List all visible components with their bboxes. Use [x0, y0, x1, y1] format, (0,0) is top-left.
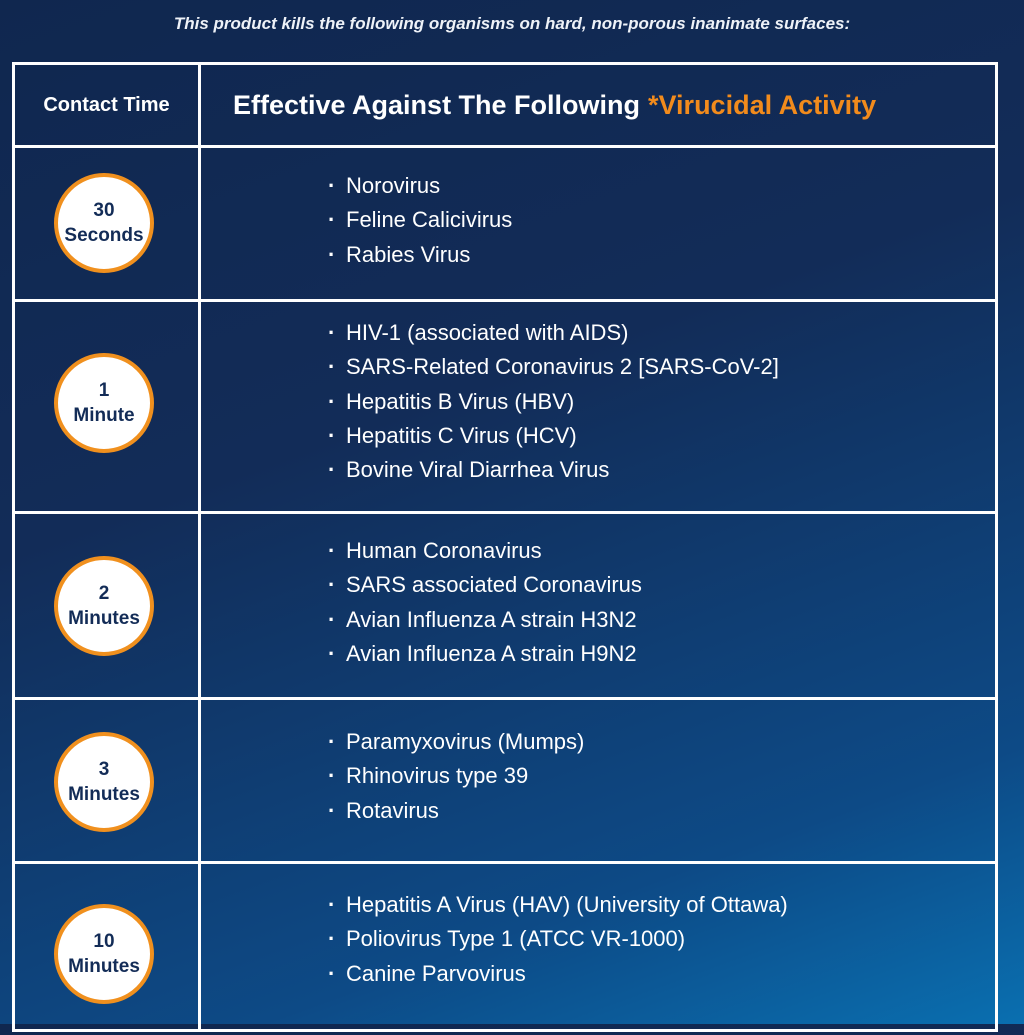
organism-item: · Rabies Virus [328, 238, 512, 272]
table-row [15, 514, 995, 697]
organism-item: · Norovirus [328, 169, 512, 203]
contact-time-badge [54, 556, 154, 656]
virucidal-activity-label: *Virucidal Activity [648, 89, 877, 120]
organism-item: · Avian Influenza A strain H3N2 [328, 603, 642, 637]
contact-time-badge [54, 904, 154, 1004]
contact-time-unit: Minutes [68, 784, 140, 805]
organism-item: · Hepatitis A Virus (HAV) (University of Ottawa) [328, 888, 788, 922]
organism-item: · Feline Calicivirus [328, 203, 512, 237]
organism-item: · SARS associated Coronavirus [328, 568, 642, 602]
organism-item: · Canine Parvovirus [328, 957, 788, 991]
organism-item: · Paramyxovirus (Mumps) [328, 725, 584, 759]
contact-time-badge [54, 732, 154, 832]
organism-item: · Rotavirus [328, 794, 584, 828]
contact-time-value: 30 [93, 200, 115, 221]
contact-time-value: 10 [93, 931, 115, 952]
organism-item: · Bovine Viral Diarrhea Virus [328, 453, 779, 487]
page-headline: This product kills the following organisms on hard, non-porous inanimate surfaces: [173, 14, 851, 33]
table-row [15, 302, 995, 511]
contact-time-value: 3 [98, 759, 110, 780]
organism-item: · HIV-1 (associated with AIDS) [328, 316, 779, 350]
table-row [15, 864, 995, 1035]
organism-list [328, 725, 584, 828]
organism-list [328, 888, 788, 991]
organism-item: · Avian Influenza A strain H9N2 [328, 637, 642, 671]
organism-list [328, 316, 779, 487]
organism-list [328, 169, 512, 272]
organism-item: · SARS-Related Coronavirus 2 [SARS-CoV-2] [328, 350, 779, 384]
effective-against-label: Effective Against The Following [233, 89, 641, 120]
organism-item: · Hepatitis C Virus (HCV) [328, 419, 779, 453]
contact-time-badge [54, 353, 154, 453]
organism-list [328, 534, 642, 671]
contact-time-value: 1 [98, 380, 110, 401]
contact-time-unit: Seconds [64, 225, 144, 246]
organism-item: · Human Coronavirus [328, 534, 642, 568]
organism-item: · Poliovirus Type 1 (ATCC VR-1000) [328, 922, 788, 956]
effective-against-header [233, 65, 876, 145]
contact-time-unit: Minutes [68, 608, 140, 629]
organism-item: · Rhinovirus type 39 [328, 759, 584, 793]
contact-time-header: Contact Time [43, 93, 170, 116]
contact-time-badge [54, 173, 154, 273]
organism-item: · Hepatitis B Virus (HBV) [328, 385, 779, 419]
table-row [15, 700, 995, 861]
table-row [15, 148, 995, 299]
virucidal-table [12, 62, 998, 1032]
contact-time-unit: Minute [73, 405, 135, 426]
contact-time-value: 2 [98, 583, 110, 604]
contact-time-unit: Minutes [68, 956, 140, 977]
